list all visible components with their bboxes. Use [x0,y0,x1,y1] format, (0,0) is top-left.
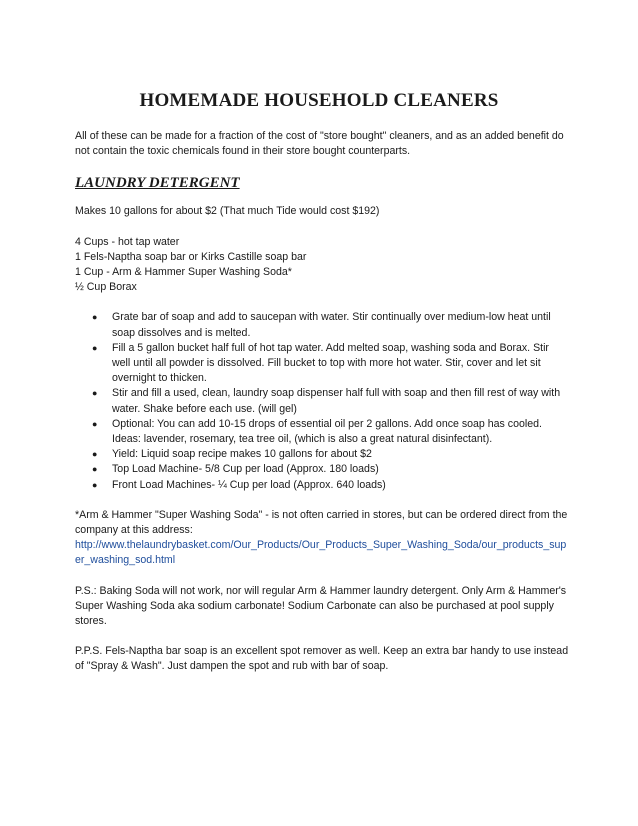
ingredient-item: 1 Fels-Naptha soap bar or Kirks Castille soap bar [75,250,307,263]
ps-paragraph: P.S.: Baking Soda will not work, nor will regular Arm & Hammer laundry detergent. Only Arm & Hammer's Super Washing Soda aka sodium carbonate! Sodium Carbonate can also be purchased at pool supply stores. [75,584,567,628]
bullet-icon: ● [92,388,98,399]
ingredient-item: 4 Cups - hot tap water [75,235,180,248]
instruction-item [92,310,570,340]
bullet-icon: ● [92,464,98,475]
makes-line: Makes 10 gallons for about $2 (That much Tide would cost $192) [75,205,380,218]
intro-paragraph: All of these can be made for a fraction of the cost of "store bought" cleaners, and as an added benefit do not contain the toxic chemicals found in their store bought counterparts. [75,130,564,158]
instruction-item [92,386,570,416]
document-body [75,129,570,690]
instruction-text: Grate bar of soap and add to saucepan with water. Stir continually over medium-low heat until soap dissolves and is melted. [112,311,551,339]
ingredient-item: 1 Cup - Arm & Hammer Super Washing Soda* [75,266,292,279]
document-title: HOMEMADE HOUSEHOLD CLEANERS [139,90,499,111]
instruction-item [92,341,570,387]
footnote-text: *Arm & Hammer "Super Washing Soda" - is not often carried in stores, but can be ordered direct from the company at this address: [75,508,568,537]
instruction-list [75,310,570,492]
instruction-text: Stir and fill a used, clean, laundry soap dispenser half full with soap and then fill rest of way with water. Shake before each use. (will gel) [112,387,561,415]
bullet-icon: ● [92,479,98,490]
bullet-icon: ● [92,449,98,460]
footnote-paragraph [75,508,570,569]
bullet-icon: ● [92,312,98,323]
pps-paragraph: P.P.S. Fels-Naptha bar soap is an excellent spot remover as well. Keep an extra bar handy to use instead of "Spray & Wash". Just dampen the spot and rub with bar of soap. [75,645,569,673]
instruction-text: Yield: Liquid soap recipe makes 10 gallons for about $2 [112,448,372,461]
instruction-text: Front Load Machines- ¼ Cup per load (Approx. 640 loads) [112,478,386,491]
product-link[interactable]: http://www.thelaundrybasket.com/Our_Products/Our_Products_Super_Washing_Soda/our_products_super_washing_sod.html [75,539,567,567]
instruction-item [92,462,570,477]
bullet-icon: ● [92,342,98,353]
instruction-text: Optional: You can add 10-15 drops of essential oil per 2 gallons. Add once soap has cooled. Ideas: lavender, rosemary, tea tree oil, (which is also a great natural disinfectant). [112,417,542,446]
instruction-text: Fill a 5 gallon bucket half full of hot tap water. Add melted soap, washing soda and Borax. Stir well until all powder is dissolved. Fill bucket to top with more hot water. Stir, cover and let sit overnight to thicken. [112,341,549,385]
instruction-item [92,478,570,493]
section-heading: LAUNDRY DETERGENT [75,175,240,192]
instruction-text: Top Load Machine- 5/8 Cup per load (Approx. 180 loads) [112,463,379,476]
instruction-item [92,447,570,462]
instruction-item [92,417,570,447]
ingredient-item: ½ Cup Borax [75,281,137,294]
bullet-icon: ● [92,418,98,429]
ingredient-list [75,235,570,296]
